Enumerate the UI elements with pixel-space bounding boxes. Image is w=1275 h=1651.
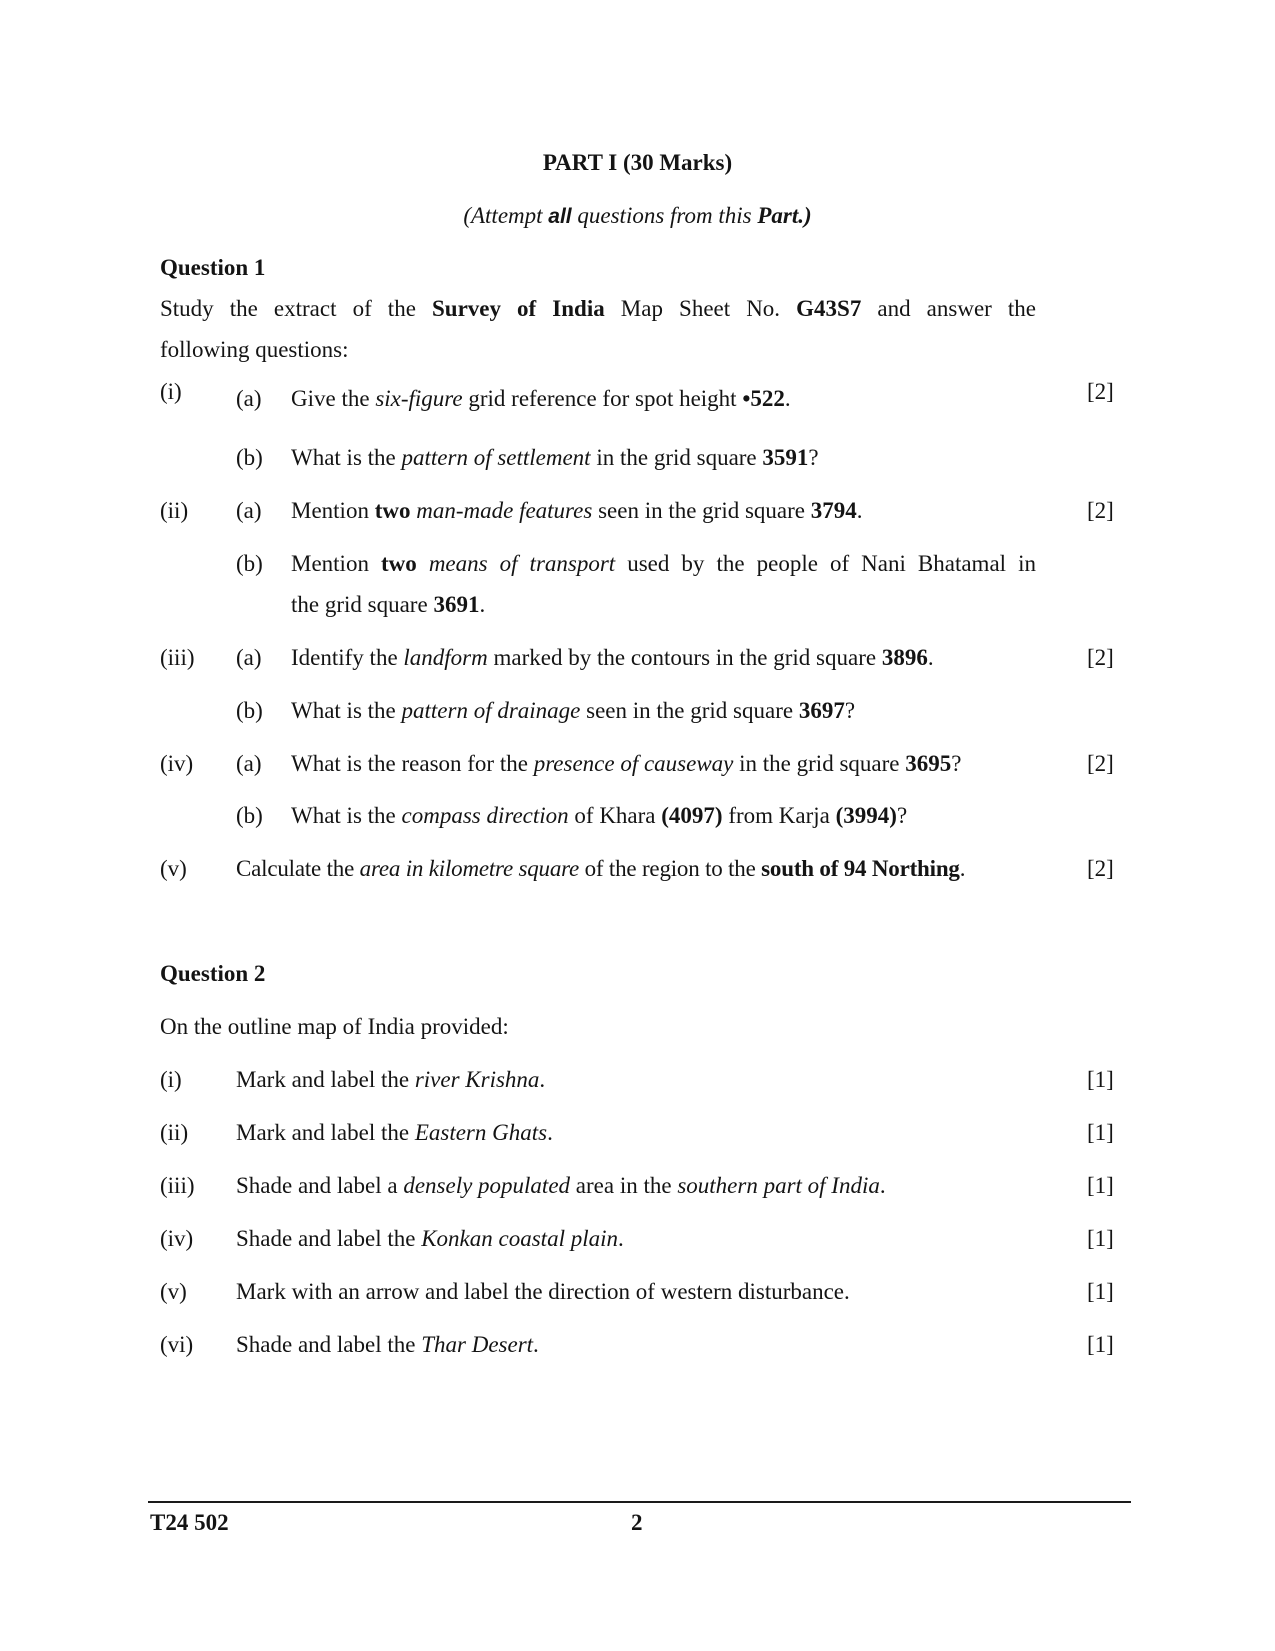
q1-iv-marks: [2] xyxy=(1087,751,1114,776)
q1-v-text: Calculate the area in kilometre square of the region to the south of 94 Northing. xyxy=(236,856,966,881)
q2-item-text: Mark with an arrow and label the direction of western disturbance. xyxy=(236,1279,850,1304)
q2-item-number: (vi) xyxy=(160,1332,194,1357)
q2-item-marks: [1] xyxy=(1087,1120,1114,1145)
q2-item-text: Shade and label a densely populated area in the southern part of India. xyxy=(236,1173,886,1198)
q2-item-marks: [1] xyxy=(1087,1173,1114,1198)
q1-ii-number: (ii) xyxy=(160,498,189,523)
q1-v-marks: [2] xyxy=(1087,856,1114,881)
q1-iv-number: (iv) xyxy=(160,751,194,776)
q1-iii-a-text: Identify the landform marked by the contours in the grid square 3896. xyxy=(291,645,934,670)
question-1-title: Question 1 xyxy=(160,255,266,280)
q2-item-text: Shade and label the Konkan coastal plain. xyxy=(236,1226,624,1251)
question-2-intro: On the outline map of India provided: xyxy=(160,1014,509,1039)
q1-ii-a-label: (a) xyxy=(236,498,262,523)
paper-code: T24 502 xyxy=(150,1510,229,1535)
question-1-intro: Study the extract of the Survey of India Map Sheet No. G43S7 and answer the xyxy=(160,296,1036,321)
q1-iv-b-text: What is the compass direction of Khara (4097) from Karja (3994)? xyxy=(291,803,908,828)
instruction-part: Part.) xyxy=(757,203,812,228)
q1-i-b-label: (b) xyxy=(236,445,263,470)
q1-iii-marks: [2] xyxy=(1087,645,1114,670)
q2-item-number: (ii) xyxy=(160,1120,189,1145)
q1-iv-b-label: (b) xyxy=(236,803,263,828)
page-number: 2 xyxy=(631,1510,643,1535)
q2-item-marks: [1] xyxy=(1087,1332,1114,1357)
footer-rule xyxy=(148,1501,1131,1503)
q2-item-text: Mark and label the Eastern Ghats. xyxy=(236,1120,553,1145)
q1-ii-b-text-line2: the grid square 3691. xyxy=(291,592,486,617)
q1-i-a-label: (a) xyxy=(236,386,262,411)
q2-item-text: Mark and label the river Krishna. xyxy=(236,1067,546,1092)
q2-item-marks: [1] xyxy=(1087,1067,1114,1092)
q1-iii-a-label: (a) xyxy=(236,645,262,670)
q2-item-number: (iv) xyxy=(160,1226,194,1251)
q1-iv-a-text: What is the reason for the presence of causeway in the grid square 3695? xyxy=(291,751,962,776)
q1-i-number: (i) xyxy=(160,379,182,404)
q1-iii-b-label: (b) xyxy=(236,698,263,723)
q1-i-b-text: What is the pattern of settlement in the grid square 3591? xyxy=(291,445,819,470)
q2-item-number: (i) xyxy=(160,1067,182,1092)
q1-iv-a-label: (a) xyxy=(236,751,262,776)
q2-item-text: Shade and label the Thar Desert. xyxy=(236,1332,539,1357)
q1-iii-b-text: What is the pattern of drainage seen in the grid square 3697? xyxy=(291,698,856,723)
q1-i-marks: [2] xyxy=(1087,379,1114,404)
q1-i-a-text: Give the six-figure grid reference for spot height •522. xyxy=(291,386,791,411)
question-2-title: Question 2 xyxy=(160,961,266,986)
part-instruction xyxy=(0,203,1275,229)
instruction-text: (Attempt xyxy=(463,203,549,228)
q2-item-marks: [1] xyxy=(1087,1279,1114,1304)
q1-ii-b-text: Mention two means of transport used by the people of Nani Bhatamal in xyxy=(291,551,1036,576)
q1-ii-marks: [2] xyxy=(1087,498,1114,523)
q1-ii-b-label: (b) xyxy=(236,551,263,576)
instruction-emphasis: all xyxy=(548,205,572,228)
q1-ii-a-text: Mention two man-made features seen in the grid square 3794. xyxy=(291,498,863,523)
q2-item-number: (v) xyxy=(160,1279,187,1304)
q1-iii-number: (iii) xyxy=(160,645,195,670)
q2-item-number: (iii) xyxy=(160,1173,195,1198)
q1-v-number: (v) xyxy=(160,856,187,881)
question-1-intro-line2: following questions: xyxy=(160,337,349,362)
instruction-text: questions from this xyxy=(571,203,758,228)
part-heading: PART I (30 Marks) xyxy=(542,150,733,175)
q2-item-marks: [1] xyxy=(1087,1226,1114,1251)
